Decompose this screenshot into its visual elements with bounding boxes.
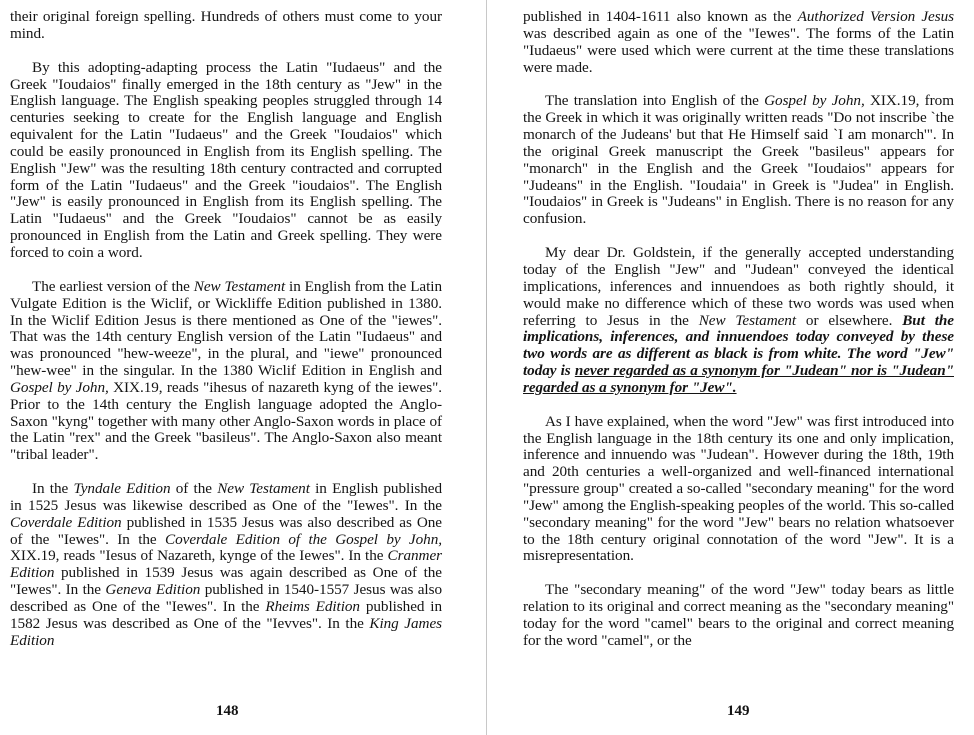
- text-run: published in 1535 Jesus was also described as One of the "Iewes". In the: [10, 513, 442, 548]
- text-run: By this adopting-adapting process the Latin "Iudaeus" and the Greek "Ioudaios" finally emerged in the 18th century as "Jew" in the English language. The English speaking peoples struggled through 14 centuries seeking to create for the English language and English equivalent for the Latin "Iudaeus" and the Greek "Ioudaios" which could be easily pronounced in English from its English spelling. The English "Jew" was the resulting 18th century contracted and corrupted form of the Latin "Iudaeus" and the Greek "ioudaios". The English "Jew" is easily pronounced in English from its English spelling. The Latin "Iudaeus" and the Greek "Ioudaios" cannot be as easily pronounced in English from the Latin and Greek spelling. They were forced to coin a word.: [10, 58, 442, 261]
- text-run: Rheims Edition: [265, 598, 360, 615]
- paragraph: [10, 9, 442, 43]
- paragraph: [523, 9, 954, 76]
- text-run: was described again as one of the "Iewes". The forms of the Latin "Iudaeus" were used which were current at the time these translations were made.: [523, 24, 954, 76]
- text-run: The earliest version of the: [32, 277, 194, 295]
- text-run: XIX.19, reads "ihesus of nazareth kyng of the iewes". Prior to the 14th century the English language adopted the Anglo-Saxon "kyng" together with many other Anglo-Saxon words in place of the Latin "rex" and the Greek "basileus". The Anglo-Saxon also meant "tribal leader".: [10, 378, 442, 464]
- text-run: Coverdale Edition of the Gospel by John,: [165, 530, 442, 548]
- text-run: Cranmer Edition: [10, 547, 442, 582]
- paragraph: [10, 481, 442, 649]
- paragraph: [523, 414, 954, 566]
- paragraph: [523, 582, 954, 649]
- text-run: New Testament: [193, 277, 286, 295]
- text-run: Coverdale Edition: [10, 513, 122, 531]
- text-run: Gospel by John,: [764, 92, 865, 110]
- text-run: Geneva Edition: [105, 581, 201, 599]
- text-run: Tyndale Edition: [73, 480, 171, 498]
- paragraph: [10, 60, 442, 262]
- text-run: My dear Dr. Goldstein, if the generally accepted understanding today of the English "Jew" and "Judean" conveyed the identical implications, inferences and innuendoes as both rightly should, it would make no difference which of these two words was used when referring to Jesus in the: [523, 244, 954, 329]
- text-run: of the: [170, 480, 218, 498]
- page-number-left: 148: [216, 703, 239, 719]
- text-run: published in 1582 Jesus was described as One of the "Ievves". In the: [10, 598, 442, 632]
- text-run: King James Edition: [10, 614, 442, 649]
- text-run: Gospel by John,: [10, 378, 109, 396]
- text-run: in English published in 1525 Jesus was likewise described as One of the "Iewes". In the: [10, 480, 442, 514]
- paragraph: [523, 93, 954, 228]
- left-page: [10, 9, 442, 667]
- text-run: XIX.19, from the Greek in which it was originally written reads "Do not inscribe `the monarch of the Judeans' but that He Himself said `I am monarch'". In the original Greek manuscript the Greek "basileus" appears for "monarch" in the English and the Greek "Ioudaios" appears for "Judeans" in the English. "Ioudaia" in Greek is "Judea" in English. "Ioudaios" in Greek is "Judeans" in English. There is no reason for any confusion.: [523, 92, 954, 228]
- text-run: published in 1540-1557 Jesus was also described as One of the "Iewes". In the: [10, 581, 442, 615]
- text-run: In the: [32, 480, 74, 498]
- text-run: their original foreign spelling. Hundreds of others must come to your mind.: [10, 8, 442, 42]
- text-run: But the implications, inferences, and innuendoes today conveyed by these two words are as different as black is from white. The word "Jew" today is: [523, 311, 954, 380]
- text-run: New Testament: [217, 480, 310, 498]
- text-run: As I have explained, when the word "Jew" was first introduced into the English language in the 18th century its one and only implication, inference and innuendo was "Judean". However during the 18th, 19th and 20th centuries a well-organized and well-financed international "pressure group" created a so-called "secondary meaning" for the word "Jew" among the English-speaking peoples of the world. This so-called "secondary meaning" for the word "Jew" bears no relation whatsoever to the 18th century original connotation of the word "Jew". It is a misrepresentation.: [523, 412, 954, 565]
- right-page: [523, 9, 954, 667]
- text-run: The translation into English of the: [545, 92, 765, 110]
- text-run: in English from the Latin Vulgate Edition is the Wiclif, or Wickliffe Edition published in 1380. In the Wiclif Edition Jesus is there mentioned as One of the "iewes". That was the 14th century English version of the Latin "Iudaeus" and was pronounced "hew-weeze", in the plural, and "iewe" pronounced "hew-wee" in the singular. In the 1380 Wiclif Edition in English and: [10, 277, 442, 380]
- page-number-right: 149: [727, 703, 750, 719]
- paragraph: [10, 279, 442, 464]
- text-run: never regarded as a synonym for "Judean" nor is "Judean" regarded as a synonym for "Jew".: [523, 362, 954, 396]
- page-gutter: [486, 0, 487, 735]
- text-run: New Testament: [698, 311, 797, 329]
- text-run: The "secondary meaning" of the word "Jew" today bears as little relation to its original and correct meaning as the "secondary meaning" today for the word "camel" bears to the original and correct meaning for the word "camel", or the: [523, 581, 954, 649]
- paragraph: [523, 245, 954, 397]
- text-run: or elsewhere.: [796, 311, 903, 329]
- text-run: XIX.19, reads "Iesus of Nazareth, kynge of the Iewes". In the: [10, 547, 388, 565]
- text-run: published in 1404-1611 also known as the: [523, 8, 798, 25]
- text-run: published in 1539 Jesus was again described as One of the "Iewes". In the: [10, 564, 442, 599]
- text-run: Authorized Version Jesus: [797, 8, 954, 25]
